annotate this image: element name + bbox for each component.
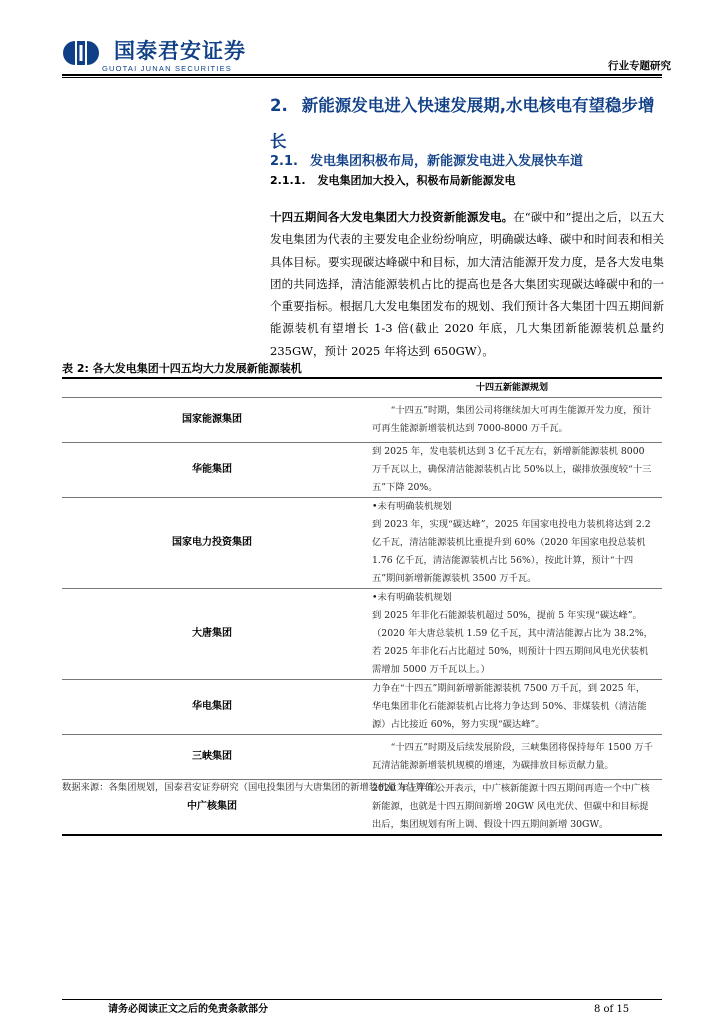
table-caption: 表 2: 各大发电集团十四五均大力发展新能源装机 bbox=[62, 362, 302, 375]
paragraph-body: 在“碳中和”提出之后，以五大发电集团为代表的主要发电企业纷纷响应，明确碳达峰、碳中和时间表和相关具体目标。要实现碳达峰碳中和目标，加大清洁能源开发力度，是各大发电集团的共同选择，清洁能源装机占比的提高也是各大集团实现碳达峰碳中和的一个重要指标。根据几大发电集团发布的规划、我们预计各大集团十四五期间新能源装机有望增长 1-3 倍(截止 2020 年底，几大集团新能源装机总量约 235GW，预计 2025 年将达到 650GW）。 bbox=[270, 210, 664, 358]
plan-text: •未有明确装机规划 到 2023 年，实现“碳达峰”，2025 年国家电投电力装机将达到 2.2 亿千瓦，清洁能源装机比重提升到 60%（2020 年国家电投总装机 1.76 亿千瓦，清洁能源装机占比 56%），按此计算，预计“十四五”期间新增新能源装机 3500 万千瓦。 bbox=[362, 498, 662, 589]
paragraph-lead: 十四五期间各大发电集团大力投资新能源发电。 bbox=[270, 210, 514, 224]
plan-text: •未有明确装机规划 到 2025 年非化石能源装机超过 50%，提前 5 年实现“碳达峰”。（2020 年大唐总装机 1.59 亿千瓦，其中清洁能源占比为 38.2%，若 2025 年非化石占比超过 50%，则预计十四五期间风电光伏装机需增加 5000 万千瓦以上。） bbox=[362, 589, 662, 680]
report-type-label: 行业专题研究 bbox=[608, 60, 671, 72]
company-name: 三峡集团 bbox=[62, 735, 362, 780]
subsection-title: 发电集团积极布局，新能源发电进入发展快车道 bbox=[309, 154, 583, 169]
plan-text: 到 2025 年，发电装机达到 3 亿千瓦左右，新增新能源装机 8000 万千瓦以上，确保清洁能源装机占比 50%以上，碳排放强度较“十三五”下降 20%。 bbox=[362, 443, 662, 498]
company-name: 中广核集团 bbox=[62, 780, 362, 836]
section-heading-4 bbox=[270, 174, 516, 188]
plan-text: “十四五”时期及后续发展阶段，三峡集团将保持每年 1500 万千瓦清洁能源新增装机规模的增速，为碳排放目标贡献力量。 bbox=[362, 735, 662, 780]
table-source-note: 数据来源：各集团规划，国泰君安证券研究（国电投集团与大唐集团的新增装机量为估算值） bbox=[62, 782, 444, 793]
plan-text: “十四五”时期，集团公司将继续加大可再生能源开发力度，预计可再生能源新增装机达到 7000-8000 万千瓦。 bbox=[362, 398, 662, 443]
plan-text: 2020 年上半年公开表示，中广核新能源十四五期间再造一个中广核新能源，也就是十四五期间新增 20GW 风电光伏、但碳中和目标提出后，集团规划有所上调、假设十四五期间新增 30GW。 bbox=[362, 780, 662, 836]
company-name: 大唐集团 bbox=[62, 589, 362, 680]
table-header-row bbox=[62, 379, 662, 398]
table-row bbox=[62, 498, 662, 589]
brand-name-cn: 国泰君安证券 bbox=[114, 39, 246, 63]
header-divider bbox=[62, 74, 662, 76]
company-name: 国家电力投资集团 bbox=[62, 498, 362, 589]
section-number: 2. bbox=[270, 96, 288, 115]
plan-text: 力争在“十四五”期间新增新能源装机 7500 万千瓦，到 2025 年，华电集团非化石能源装机占比将力争达到 50%、非煤装机（清洁能源）占比接近 60%，努力实现“碳达峰”。 bbox=[362, 680, 662, 735]
table-row bbox=[62, 589, 662, 680]
company-name: 华电集团 bbox=[62, 680, 362, 735]
body-paragraph bbox=[270, 206, 664, 362]
header-divider-thin bbox=[62, 77, 662, 78]
subsubsection-number: 2.1.1. bbox=[270, 174, 306, 187]
table-row bbox=[62, 735, 662, 780]
brand-logo-icon bbox=[62, 40, 100, 66]
column-header: 十四五新能源规划 bbox=[475, 383, 548, 393]
section-title: 新能源发电进入快速发展期,水电核电有望稳步增长 bbox=[270, 96, 655, 151]
company-name: 国家能源集团 bbox=[62, 398, 362, 443]
data-table bbox=[62, 379, 662, 836]
subsubsection-title: 发电集团加大投入，积极布局新能源发电 bbox=[317, 174, 516, 187]
section-heading-3 bbox=[270, 154, 583, 170]
footer-divider bbox=[62, 999, 662, 1000]
company-name: 华能集团 bbox=[62, 443, 362, 498]
page-number: 8 of 15 bbox=[594, 1004, 630, 1015]
table-row bbox=[62, 398, 662, 443]
footer-disclaimer: 请务必阅读正文之后的免责条款部分 bbox=[108, 1004, 268, 1015]
subsection-number: 2.1. bbox=[270, 154, 298, 169]
section-heading-2 bbox=[270, 88, 670, 160]
table-row bbox=[62, 443, 662, 498]
brand-name-en: GUOTAI JUNAN SECURITIES bbox=[102, 64, 232, 73]
table-row bbox=[62, 680, 662, 735]
